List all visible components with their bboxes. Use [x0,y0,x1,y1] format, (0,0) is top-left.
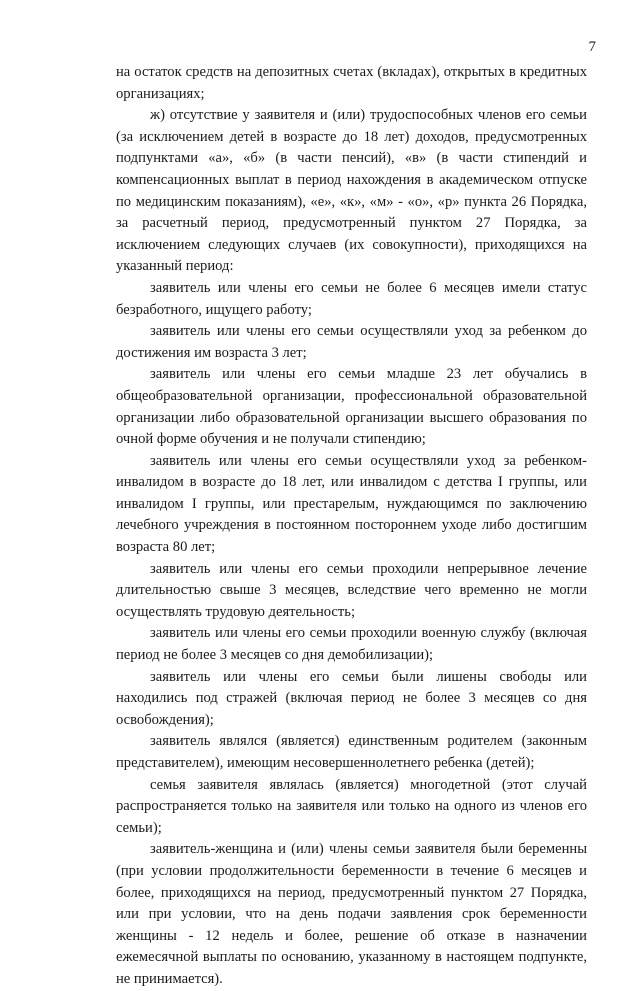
paragraph-medical-treatment: заявитель или члены его семьи проходили непрерывное лечение длительностью свыше 3 месяцев, вследствие чего временно не могли осуществлять трудовую деятельность; [116,560,587,620]
document-body [116,62,587,991]
paragraph-single-parent: заявитель являлся (является) единственным родителем (законным представителем), имеющим несовершеннолетнего ребенка (детей); [116,733,587,771]
paragraph-disabled-care: заявитель или члены его семьи осуществляли уход за ребенком-инвалидом в возрасте до 18 лет, или инвалидом с детства I группы, или инвалидом I группы, или престарелым, нуждающимся по заключению лечебного учреждения в постоянном постороннем уходе либо достигшим возраста 80 лет; [116,452,587,556]
paragraph-unemployed: заявитель или члены его семьи не более 6 месяцев имели статус безработного, ищущего работу; [116,279,587,318]
paragraph-military-service: заявитель или члены его семьи проходили военную службу (включая период не более 3 месяцев со дня демобилизации); [116,625,587,664]
paragraph-large-family: семья заявителя являлась (является) многодетной (этот случай распространяется только на заявителя или только на одного из членов его семьи); [116,776,587,836]
page-number: 7 [588,39,596,55]
paragraph-childcare: заявитель или члены его семьи осуществляли уход за ребенком до достижения им возраста 3 лет; [116,323,587,361]
paragraph-continuation: на остаток средств на депозитных счетах (вкладах), открытых в кредитных организациях; [116,64,587,102]
paragraph-pregnancy: заявитель-женщина и (или) члены семьи заявителя были беременны (при условии продолжительности беременности в течение 6 месяцев и более, приходящихся на период, предусмотренный пунктом 27 Порядка, или при условии, что на день подачи заявления срок беременности женщины - 12 недель и более, решение об отказе в назначении ежемесячной выплаты по основанию, указанному в настоящем подпункте, не принимается). [116,841,587,987]
paragraph-subitem-zh: ж) отсутствие у заявителя и (или) трудоспособных членов его семьи (за исключением детей в возрасте до 18 лет) доходов, предусмотренных подпунктами «а», «б» (в части пенсий), «в» (в части стипендий и компенсационных выплат в период нахождения в академическом отпуске по медицинским показаниям), «е», «к», «м» - «о», «р» пункта 26 Порядка, за расчетный период, предусмотренный пунктом 27 Порядка, за исключением следующих случаев (их совокупности), приходящихся на указанный период: [116,107,587,275]
paragraph-students: заявитель или члены его семьи младше 23 лет обучались в общеобразовательной организации, профессиональной образовательной организации либо образовательной организации высшего образования по очной форме обучения и не получали стипендию; [116,366,587,448]
paragraph-imprisonment: заявитель или члены его семьи были лишены свободы или находились под стражей (включая период не более 3 месяцев со дня освобождения); [116,668,587,728]
